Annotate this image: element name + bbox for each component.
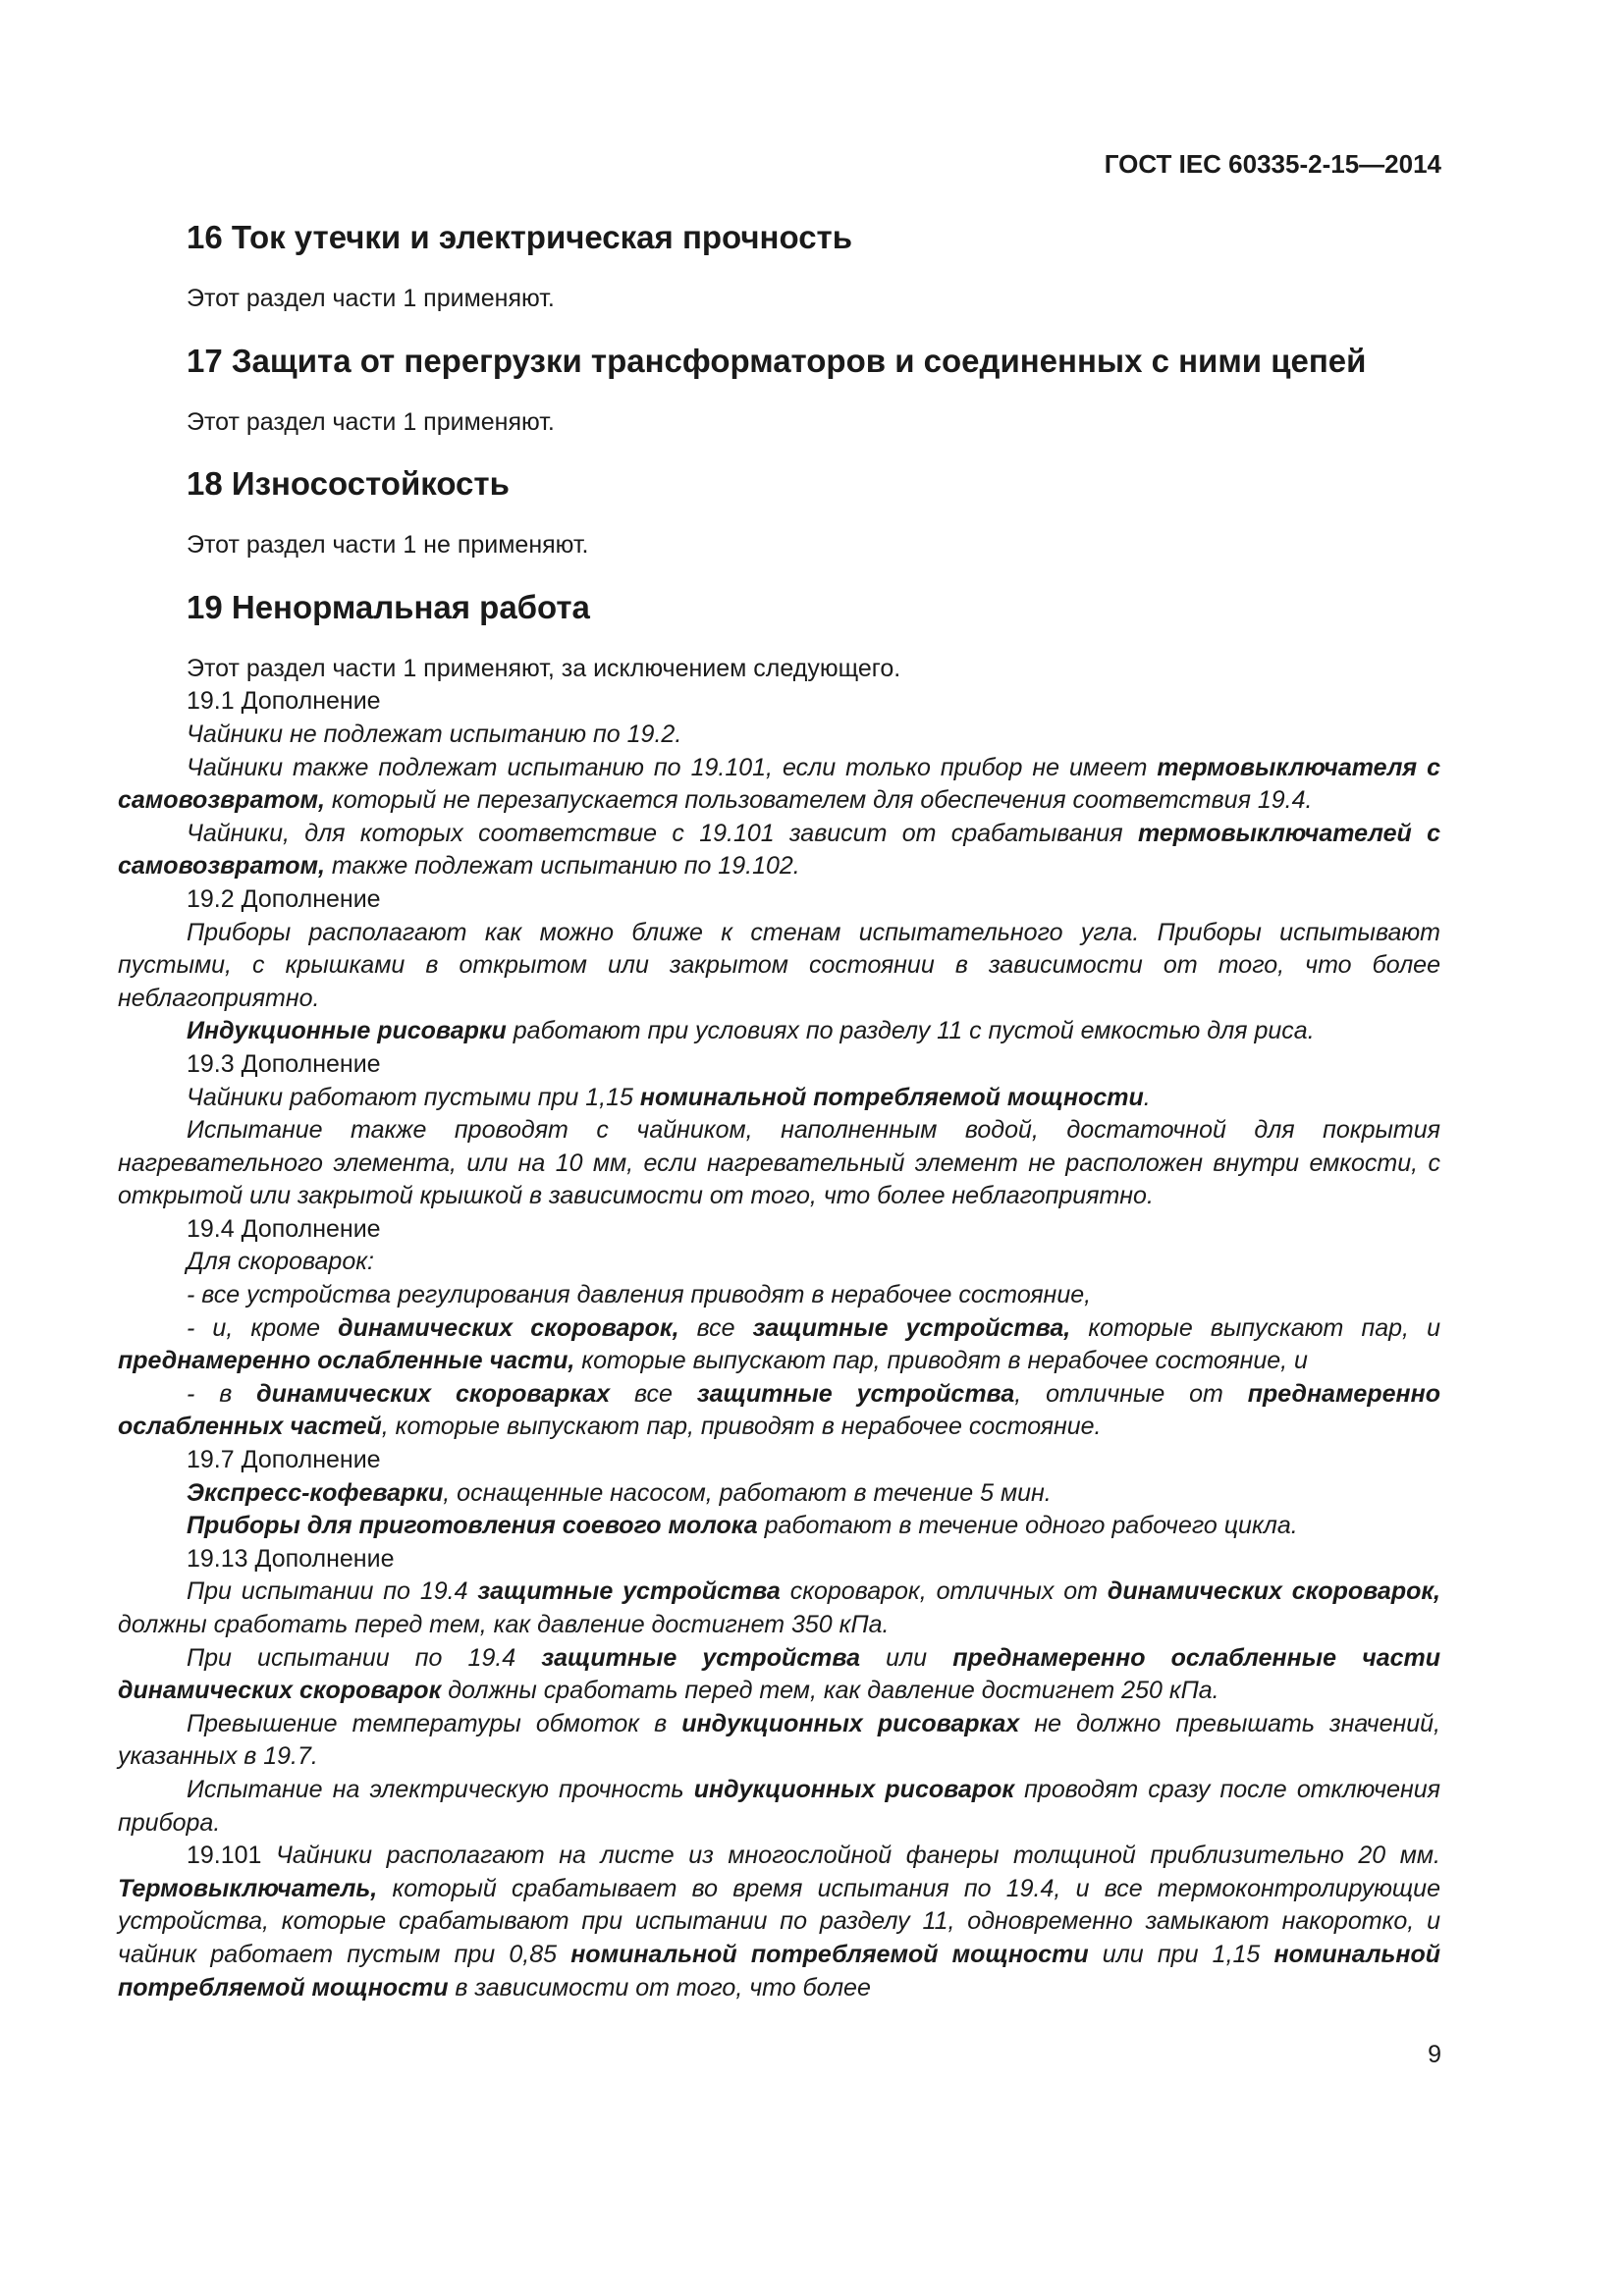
paragraph: Приборы располагают как можно ближе к стенам испытательного угла. Приборы испытывают пустыми, с крышками в открытом или закрытом состоянии в зависимости от того, что более неблагоприятно. bbox=[118, 918, 1440, 1012]
defined-term: Индукционные рисоварки bbox=[187, 1017, 507, 1045]
clause-19-13: 19.13 Дополнение bbox=[187, 1544, 395, 1573]
paragraph: Испытание на электрическую прочность индукционных рисоварок проводят сразу после отключения прибора. bbox=[118, 1775, 1440, 1837]
section-text: Этот раздел части 1 не применяют. bbox=[187, 531, 589, 560]
defined-term: номинальной потребляемой мощности bbox=[639, 1083, 1144, 1111]
section-title: 16 Ток утечки и электрическая прочность bbox=[187, 219, 852, 255]
paragraph: Чайники также подлежат испытанию по 19.101, если только прибор не имеет термовыключателя с самовозвратом, который не перезапускается пользователем для обеспечения соответствия 19.4. bbox=[118, 753, 1440, 815]
list-item: - все устройства регулирования давления приводят в нерабочее состояние, bbox=[187, 1281, 1092, 1309]
section-18 bbox=[118, 464, 1440, 562]
list-item: - в динамических скороварках все защитные устройства, отличные от преднамеренно ослабленных частей, которые выпускают пар, приводят в нерабочее состояние. bbox=[118, 1379, 1440, 1441]
document-header: ГОСТ IEC 60335-2-15—2014 bbox=[1104, 149, 1441, 179]
clause-19-3: 19.3 Дополнение bbox=[187, 1049, 381, 1078]
clause-19-101: 19.101 Чайники располагают на листе из многослойной фанеры толщиной приблизительно 20 мм. Термовыключатель, который срабатывает во время испытания по 19.4, и все термоконтролирующие устройства, которые срабатывают при испытании по разделу 11, одновременно замыкают накоротко, и чайник работает пустым при 0,85 номинальной потребляемой мощности или при 1,15 номинальной потребляемой мощности в зависимости от того, что более bbox=[118, 1842, 1441, 2002]
defined-term: термовыключателя с самовозвратом, bbox=[118, 753, 1440, 815]
defined-term: термовыключателей с самовозвратом, bbox=[118, 819, 1440, 881]
clause-19-7: 19.7 Дополнение bbox=[187, 1446, 381, 1474]
section-title: 19 Ненормальная работа bbox=[187, 588, 590, 625]
clause-19-4: 19.4 Дополнение bbox=[187, 1214, 381, 1243]
paragraph: Чайники работают пустыми при 1,15 номинальной потребляемой мощности. bbox=[187, 1083, 1151, 1111]
clause-19-2: 19.2 Дополнение bbox=[187, 884, 381, 913]
section-title: 18 Износостойкость bbox=[187, 465, 510, 503]
paragraph: Индукционные рисоварки работают при условиях по разделу 11 с пустой емкостью для риса. bbox=[187, 1017, 1315, 1045]
paragraph: Экспресс-кофеварки, оснащенные насосом, работают в течение 5 мин. bbox=[187, 1478, 1052, 1507]
paragraph: Для скороварок: bbox=[187, 1248, 374, 1276]
page-content bbox=[118, 218, 1440, 2004]
paragraph: Превышение температуры обмоток в индукционных рисоварках не должно превышать значений, указанных в 19.7. bbox=[118, 1709, 1440, 1771]
page-number: 9 bbox=[1428, 2041, 1441, 2068]
section-16 bbox=[118, 218, 1440, 316]
paragraph: При испытании по 19.4 защитные устройства или преднамеренно ослабленные части динамических скороварок должны сработать перед тем, как давление достигнет 250 кПа. bbox=[118, 1643, 1440, 1705]
section-title: 17 Защита от перегрузки трансформаторов и соединенных с ними цепей bbox=[187, 342, 1367, 379]
section-text: Этот раздел части 1 применяют, за исключением следующего. bbox=[187, 654, 901, 682]
paragraph: Чайники, для которых соответствие с 19.101 зависит от срабатывания термовыключателей с самовозвратом, также подлежат испытанию по 19.102. bbox=[118, 819, 1440, 881]
section-17 bbox=[118, 342, 1440, 440]
paragraph: Приборы для приготовления соевого молока работают в течение одного рабочего цикла. bbox=[187, 1512, 1298, 1540]
paragraph: Испытание также проводят с чайником, наполненным водой, достаточной для покрытия нагревательного элемента, или на 10 мм, если нагревательный элемент не расположен внутри емкости, с открытой или закрытой крышкой в зависимости от того, что более неблагоприятно. bbox=[118, 1116, 1440, 1210]
section-text: Этот раздел части 1 применяют. bbox=[187, 407, 555, 436]
clause-19-1: 19.1 Дополнение bbox=[187, 687, 381, 716]
section-text: Этот раздел части 1 применяют. bbox=[187, 285, 555, 312]
paragraph: При испытании по 19.4 защитные устройства скороварок, отличных от динамических скороварок, должны сработать перед тем, как давление достигнет 350 кПа. bbox=[118, 1577, 1440, 1638]
section-19 bbox=[118, 588, 1440, 2004]
list-item: - и, кроме динамических скороварок, все защитные устройства, которые выпускают пар, и преднамеренно ослабленные части, которые выпускают пар, приводят в нерабочее состояние, и bbox=[118, 1313, 1440, 1375]
paragraph: Чайники не подлежат испытанию по 19.2. bbox=[187, 720, 682, 748]
